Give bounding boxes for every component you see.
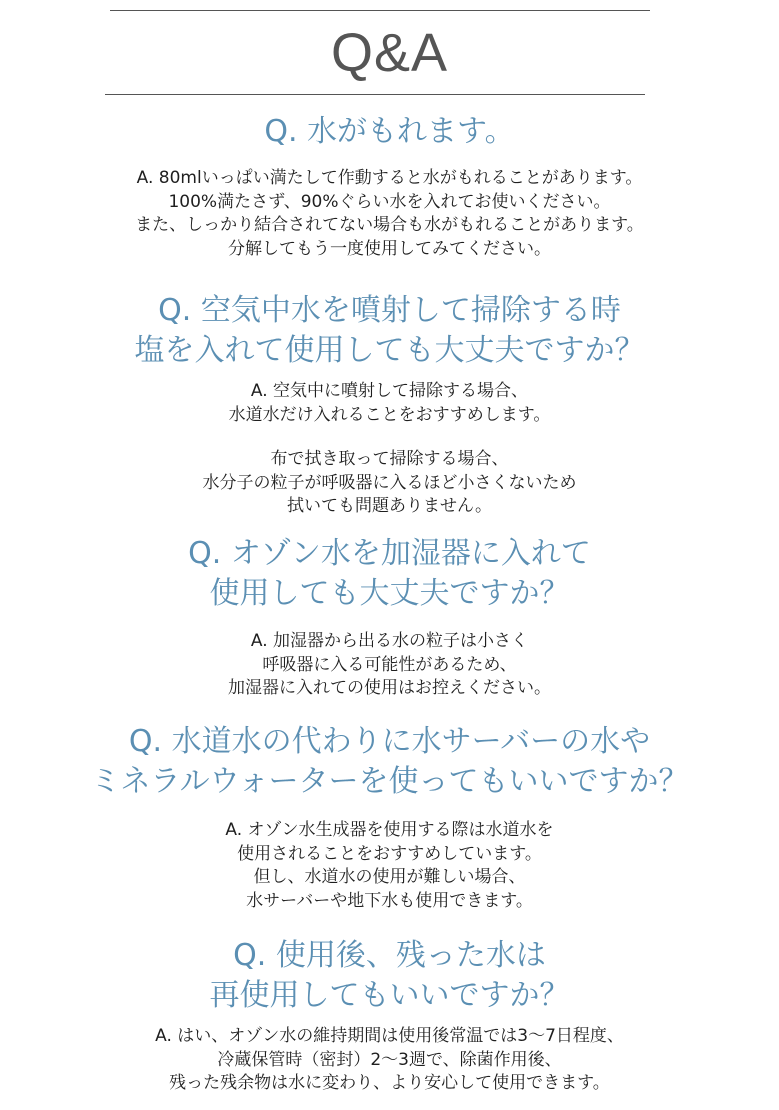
top-divider	[110, 10, 650, 11]
question-line: 再使用してもいいですか？	[209, 978, 570, 1013]
page-title: Q&A	[330, 23, 449, 83]
answer-line: A. はい、オゾン水の維持期間は使用後常温では3〜7日程度、	[155, 1026, 624, 1046]
answer-line: 水道水だけ入れることをおすすめします。	[228, 404, 551, 425]
answer-line: 拭いても問題ありません。	[286, 496, 493, 516]
question-line: 塩を入れて使用しても大丈夫ですか？	[134, 333, 645, 368]
answer-line: 冷蔵保管時（密封）2〜3週で、除菌作用後、	[217, 1049, 562, 1070]
faq-answer-2-continued	[0, 448, 779, 519]
answer-line: 使用されることをおすすめしています。	[237, 843, 542, 864]
question-line: 使用しても大丈夫ですか？	[209, 576, 570, 611]
question-line: Q. 使用後、残った水は	[233, 938, 546, 973]
answer-line: A. 空気中に噴射して掃除する場合、	[250, 381, 529, 401]
faq-answer-3	[0, 630, 779, 701]
answer-line: 加湿器に入れての使用はお控えください。	[228, 678, 551, 698]
question-line: Q. 空気中水を噴射して掃除する時	[158, 293, 621, 328]
answer-line: 水分子の粒子が呼吸器に入るほど小さくないため	[202, 472, 577, 493]
bottom-divider	[105, 94, 645, 95]
answer-line: 分解してもう一度使用してみてください。	[228, 238, 551, 259]
answer-line: 布で拭き取って掃除する場合、	[270, 449, 509, 469]
question-line: Q. 水がもれます。	[264, 114, 515, 149]
faq-question-1	[0, 112, 779, 152]
faq-answer-2	[0, 380, 779, 427]
faq-answer-5	[0, 1025, 779, 1096]
question-line: Q. 水道水の代わりに水サーバーの水や	[128, 724, 651, 759]
answer-line: A. オゾン水生成器を使用する際は水道水を	[225, 820, 554, 840]
faq-question-3	[0, 534, 779, 614]
question-line: Q. オゾン水を加湿器に入れて	[188, 536, 591, 571]
answer-line: 水サーバーや地下水も使用できます。	[246, 890, 533, 911]
answer-line: また、しっかり結合されてない場合も水がもれることがあります。	[135, 215, 644, 235]
answer-line: 100%満たさず、90%ぐらい水を入れてお使いください。	[168, 191, 611, 212]
faq-question-5	[0, 936, 779, 1016]
faq-answer-4	[0, 819, 779, 913]
faq-question-4	[0, 722, 779, 802]
answer-line: 但し、水道水の使用が難しい場合、	[253, 867, 526, 887]
answer-line: A. 80mlいっぱい満たして作動すると水がもれることがあります。	[136, 168, 643, 188]
answer-line: A. 加湿器から出る水の粒子は小さく	[250, 631, 529, 651]
answer-line: 呼吸器に入る可能性があるため、	[262, 654, 517, 675]
question-line: ミネラルウォーターを使ってもいいですか？	[90, 764, 689, 799]
answer-line: 残った残余物は水に変わり、より安心して使用できます。	[169, 1073, 610, 1093]
faq-question-2	[0, 291, 779, 371]
faq-answer-1	[0, 167, 779, 261]
